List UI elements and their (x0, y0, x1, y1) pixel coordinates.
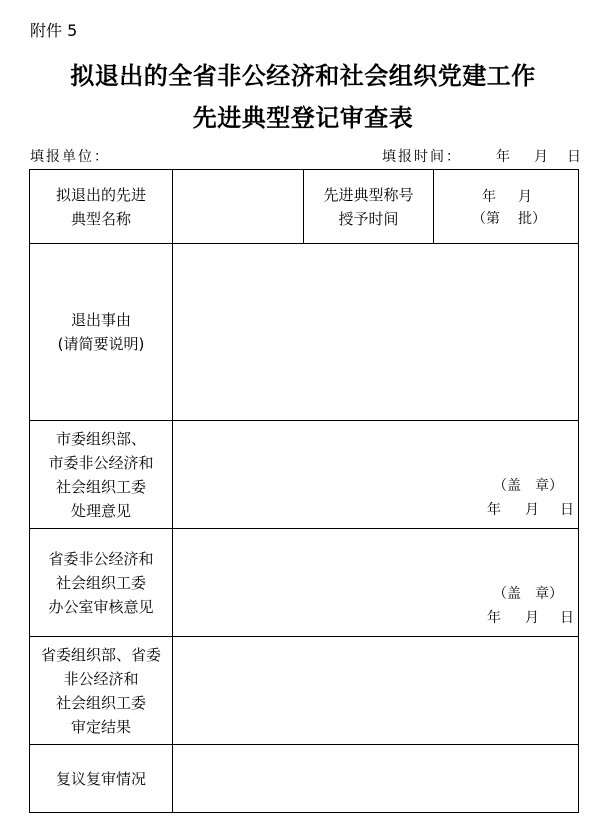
typical-name-label: 拟退出的先进 典型名称 (30, 170, 173, 244)
typical-name-field[interactable] (173, 170, 304, 244)
form-title-line2: 先进典型登记审查表 (192, 103, 414, 132)
city-opinion-field[interactable] (173, 421, 579, 529)
office-review-label: 省委非公经济和 社会组织工委 办公室审核意见 (30, 529, 173, 637)
award-batch-open: （第 (472, 211, 500, 227)
award-month-label: 月 (518, 189, 532, 205)
city-date-day: 日 (560, 502, 574, 518)
row-reconsideration (30, 745, 579, 813)
office-date-year: 年 (487, 610, 501, 626)
city-date-year: 年 (487, 502, 501, 518)
final-result-field[interactable] (173, 637, 579, 745)
reconsideration-field[interactable] (173, 745, 579, 813)
attachment-number: 附件 5 (30, 21, 78, 40)
filling-day-label: 日 (567, 149, 581, 165)
row-office-review (30, 529, 579, 637)
award-time-label: 先进典型称号 授予时间 (304, 170, 434, 244)
office-date-day: 日 (560, 610, 574, 626)
form-title-line1: 拟退出的全省非公经济和社会组织党建工作 (70, 61, 536, 90)
final-result-label: 省委组织部、省委 非公经济和 社会组织工委 审定结果 (30, 637, 173, 745)
filling-time-label: 填报时间： (382, 149, 462, 165)
office-review-field[interactable] (173, 529, 579, 637)
award-time-field[interactable] (434, 170, 579, 244)
city-opinion-label: 市委组织部、 市委非公经济和 社会组织工委 处理意见 (30, 421, 173, 529)
city-date-month: 月 (525, 502, 539, 518)
registration-form-table (29, 169, 579, 813)
row-exit-reason (30, 244, 579, 421)
filling-month-label: 月 (534, 149, 548, 165)
row-typical-name (30, 170, 579, 244)
reconsideration-label: 复议复审情况 (30, 745, 173, 813)
row-final-result (30, 637, 579, 745)
row-city-opinion (30, 421, 579, 529)
award-batch-close: 批） (518, 211, 546, 227)
office-seal-label: （盖 章） (493, 586, 563, 602)
exit-reason-field[interactable] (173, 244, 579, 421)
city-seal-label: （盖 章） (493, 478, 563, 494)
exit-reason-label: 退出事由 (请简要说明) (30, 244, 173, 421)
office-date-month: 月 (525, 610, 539, 626)
filling-year-label: 年 (496, 149, 510, 165)
filling-unit-label: 填报单位： (30, 149, 110, 165)
award-year-label: 年 (482, 189, 496, 205)
